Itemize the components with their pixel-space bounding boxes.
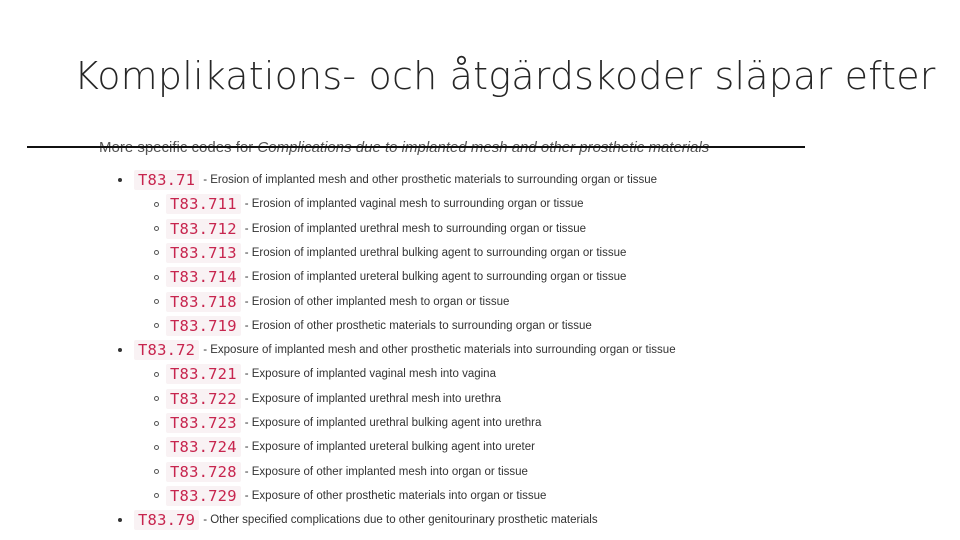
title-divider	[27, 146, 805, 148]
circle-bullet-icon	[154, 421, 159, 426]
code-subitem	[154, 387, 501, 411]
code-value: T83.713	[166, 243, 241, 263]
circle-bullet-icon	[154, 323, 159, 328]
disc-bullet-icon	[118, 178, 122, 182]
code-value: T83.722	[166, 389, 241, 409]
circle-bullet-icon	[154, 493, 159, 498]
code-subitem	[154, 217, 586, 241]
code-subitem	[154, 192, 584, 216]
circle-bullet-icon	[154, 445, 159, 450]
disc-bullet-icon	[118, 348, 122, 352]
code-value: T83.712	[166, 219, 241, 239]
code-value: T83.721	[166, 364, 241, 384]
code-value: T83.719	[166, 316, 241, 336]
code-value: T83.723	[166, 413, 241, 433]
code-subitem	[154, 314, 592, 338]
code-description: - Erosion of implanted ureteral bulking agent to surrounding organ or tissue	[244, 271, 627, 284]
code-description: - Erosion of other prosthetic materials to surrounding organ or tissue	[244, 319, 592, 332]
circle-bullet-icon	[154, 372, 159, 377]
code-value: T83.729	[166, 486, 241, 506]
code-description: - Erosion of implanted urethral bulking agent to surrounding organ or tissue	[244, 246, 627, 259]
circle-bullet-icon	[154, 396, 159, 401]
embedded-code-screenshot	[96, 128, 816, 540]
circle-bullet-icon	[154, 275, 159, 280]
code-value: T83.728	[166, 462, 241, 482]
code-subitem	[154, 435, 535, 459]
circle-bullet-icon	[154, 250, 159, 255]
code-description: - Erosion of other implanted mesh to organ or tissue	[244, 295, 510, 308]
code-value: T83.711	[166, 194, 241, 214]
slide-title: Komplikations- och åtgärdskoder släpar efter	[74, 54, 936, 98]
code-value: T83.71	[134, 170, 199, 190]
code-subitem	[154, 290, 509, 314]
code-subitem	[154, 460, 528, 484]
code-description: - Erosion of implanted urethral mesh to surrounding organ or tissue	[244, 222, 587, 235]
code-subitem	[154, 362, 496, 386]
code-description: - Exposure of implanted ureteral bulking agent into ureter	[244, 441, 535, 454]
circle-bullet-icon	[154, 226, 159, 231]
code-value: T83.72	[134, 340, 199, 360]
code-description: - Erosion of implanted vaginal mesh to surrounding organ or tissue	[244, 198, 584, 211]
code-subitem	[154, 265, 626, 289]
code-value: T83.718	[166, 292, 241, 312]
code-description: - Exposure of other prosthetic materials into organ or tissue	[244, 489, 547, 502]
code-value: T83.79	[134, 510, 199, 530]
code-subitem	[154, 484, 546, 508]
code-value: T83.714	[166, 267, 241, 287]
code-subitem	[154, 411, 541, 435]
code-description: - Erosion of implanted mesh and other prosthetic materials to surrounding organ or tissue	[203, 174, 658, 186]
circle-bullet-icon	[154, 202, 159, 207]
disc-bullet-icon	[118, 518, 122, 522]
code-subitem	[154, 241, 626, 265]
code-description: - Other specified complications due to other genitourinary prosthetic materials	[203, 514, 598, 527]
code-description: - Exposure of implanted urethral bulking agent into urethra	[244, 417, 542, 429]
code-description: - Exposure of implanted mesh and other prosthetic materials into surrounding organ or tissue	[203, 344, 676, 357]
circle-bullet-icon	[154, 299, 159, 304]
code-description: - Exposure of implanted vaginal mesh into vagina	[244, 368, 496, 381]
code-item	[118, 338, 676, 362]
code-item	[118, 508, 598, 532]
code-description: - Exposure of other implanted mesh into organ or tissue	[244, 465, 528, 478]
code-value: T83.724	[166, 437, 241, 457]
circle-bullet-icon	[154, 469, 159, 474]
code-item	[118, 168, 657, 192]
code-description: - Exposure of implanted urethral mesh into urethra	[244, 392, 502, 405]
